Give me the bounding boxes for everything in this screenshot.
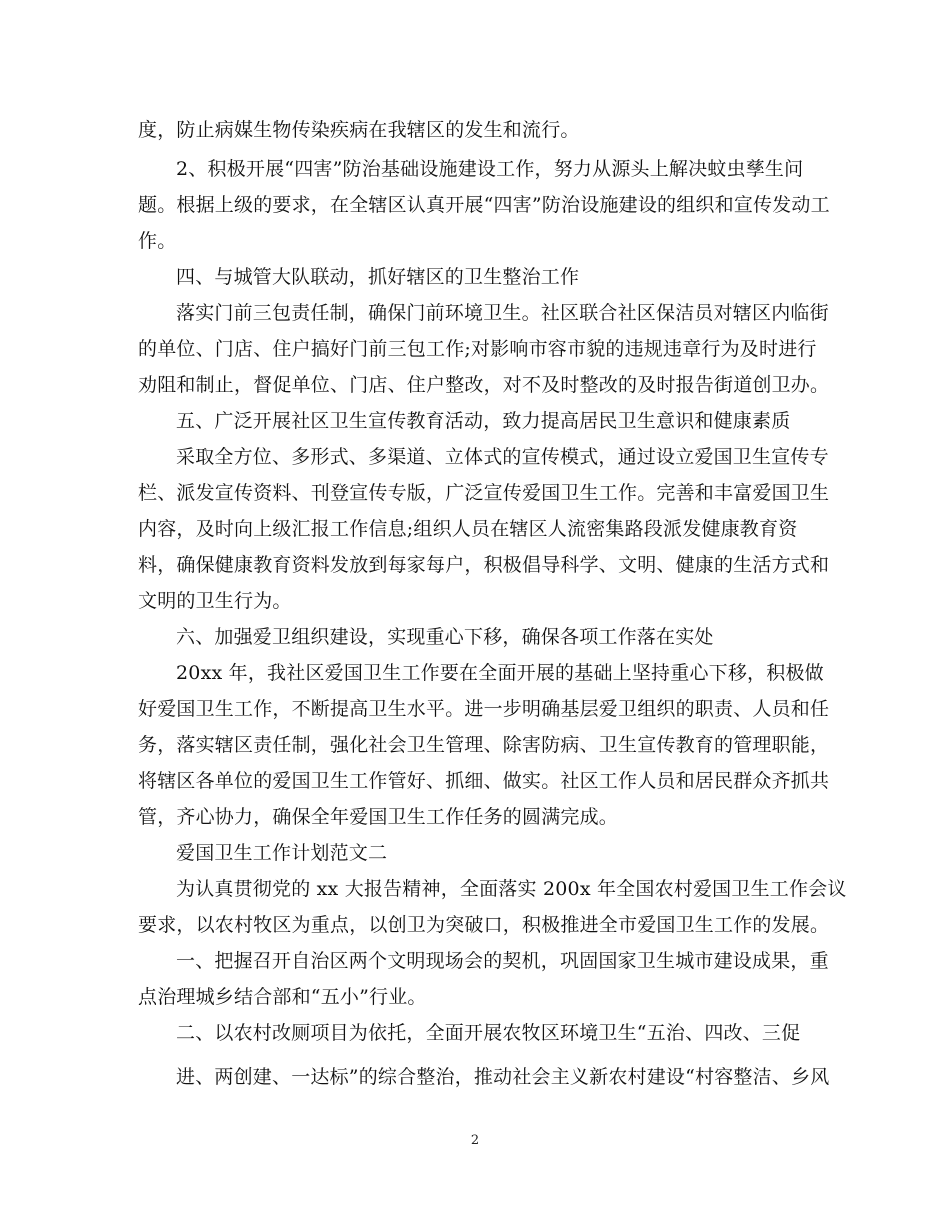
text-line: 落实门前三包责任制，确保门前环境卫生。社区联合社区保洁员对辖区内临街 — [176, 302, 829, 324]
text-line: 度，防止病媒生物传染疾病在我辖区的发生和流行。 — [138, 119, 580, 141]
text-line: 作。 — [138, 230, 177, 252]
page-number: 2 — [470, 1133, 480, 1148]
text-line: 内容，及时向上级汇报工作信息;组织人员在辖区人流密集路段派发健康教育资 — [138, 518, 798, 540]
section-title: 爱国卫生工作计划范文二 — [176, 842, 388, 864]
text-line: 将辖区各单位的爱国卫生工作管好、抓细、做实。社区工作人员和居民群众齐抓共 — [138, 770, 830, 792]
text-line: 栏、派发宣传资料、刊登宣传专版，广泛宣传爱国卫生工作。完善和丰富爱国卫生 — [138, 482, 830, 504]
text-line: 好爱国卫生工作，不断提高卫生水平。进一步明确基层爱卫组织的职责、人员和任 — [138, 698, 830, 720]
text-line: 的单位、门店、住户搞好门前三包工作;对影响市容市貌的违规违章行为及时进行 — [138, 338, 817, 360]
text-line: 采取全方位、多形式、多渠道、立体式的宣传模式，通过设立爱国卫生宣传专 — [176, 446, 829, 468]
text-line: 点治理城乡结合部和“五小”行业。 — [138, 986, 427, 1008]
text-line: 文明的卫生行为。 — [138, 590, 292, 612]
text-line: 务，落实辖区责任制，强化社会卫生管理、除害防病、卫生宣传教育的管理职能， — [138, 734, 830, 756]
text-line: 二、以农村改厕项目为依托，全面开展农牧区环境卫生“五治、四改、三促 — [176, 1022, 801, 1044]
section-heading: 四、与城管大队联动，抓好辖区的卫生整治工作 — [176, 266, 580, 288]
text-line: 料，确保健康教育资料发放到每家每户，积极倡导科学、文明、健康的生活方式和 — [138, 554, 830, 576]
text-line: 一、把握召开自治区两个文明现场会的契机，巩固国家卫生城市建设成果，重 — [176, 950, 829, 972]
section-heading: 六、加强爱卫组织建设，实现重心下移，确保各项工作落在实处 — [176, 626, 714, 648]
text-line: 进、两创建、一达标”的综合整治，推动社会主义新农村建设“村容整洁、乡风 — [176, 1066, 830, 1088]
text-line: 题。根据上级的要求，在全辖区认真开展“四害”防治设施建设的组织和宣传发动工 — [138, 194, 830, 216]
text-line: 要求，以农村牧区为重点，以创卫为突破口，积极推进全市爱国卫生工作的发展。 — [138, 914, 830, 936]
text-line: 为认真贯彻党的 xx 大报告精神，全面落实 200x 年全国农村爱国卫生工作会议 — [176, 878, 847, 900]
text-line: 管，齐心协力，确保全年爱国卫生工作任务的圆满完成。 — [138, 806, 619, 828]
section-heading: 五、广泛开展社区卫生宣传教育活动，致力提高居民卫生意识和健康素质 — [176, 410, 791, 432]
text-line: 20xx 年，我社区爱国卫生工作要在全面开展的基础上坚持重心下移，积极做 — [176, 662, 824, 684]
text-line: 2、积极开展“四害”防治基础设施建设工作，努力从源头上解决蚊虫孳生问 — [176, 158, 804, 180]
text-line: 劝阻和制止，督促单位、门店、住户整改，对不及时整改的及时报告街道创卫办。 — [138, 374, 830, 396]
